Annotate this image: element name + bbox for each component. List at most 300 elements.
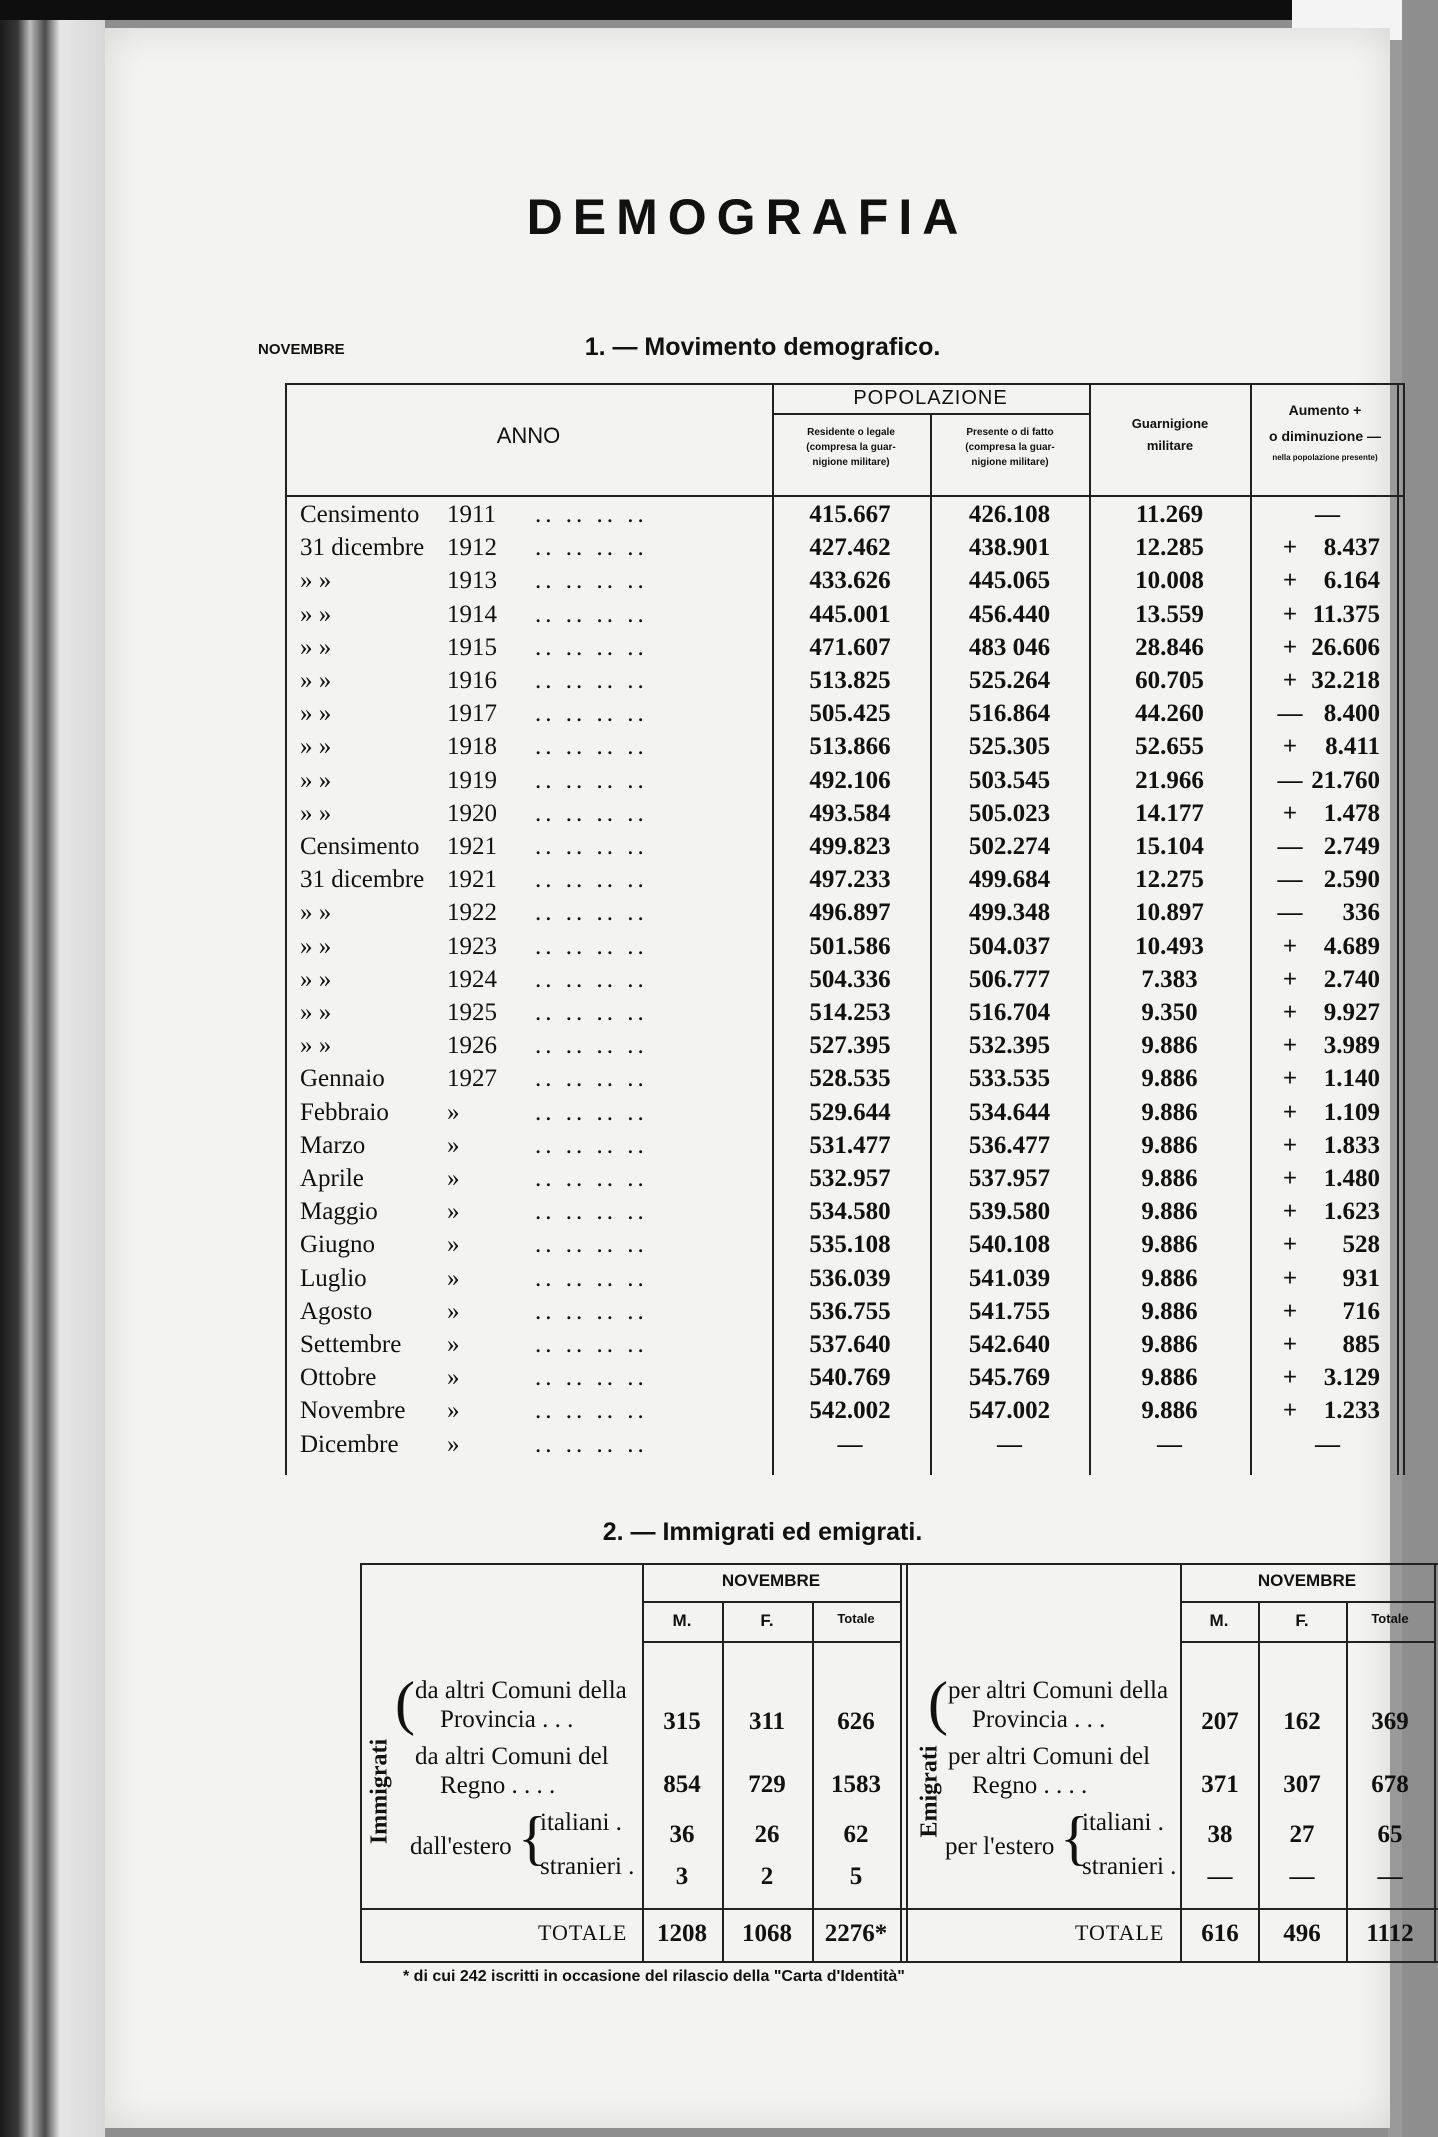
brace-icon: {	[1060, 1805, 1089, 1871]
emigrati-col-totale: Totale	[1371, 1611, 1409, 1626]
cell-year: »	[447, 1131, 460, 1159]
header-bottom-border	[285, 495, 1405, 497]
immigrati-value-m: 315	[663, 1708, 701, 1735]
table-row	[285, 664, 1405, 697]
header-residente-line3: nigione militare)	[812, 457, 890, 468]
cell-gua: 12.275	[1135, 866, 1204, 894]
table-row	[285, 764, 1405, 797]
immigrati-row1-line1: da altri Comuni della	[415, 1677, 627, 1704]
cell-dots: .. .. .. ..	[535, 1198, 648, 1226]
cell-gua: 10.493	[1135, 932, 1204, 960]
cell-sign: +	[1282, 965, 1298, 993]
cell-amt: 1.140	[1323, 1065, 1380, 1093]
immigrati-value-f: 311	[748, 1708, 786, 1735]
cell-res: 540.769	[809, 1364, 891, 1392]
immigrati-value-m: 3	[675, 1863, 689, 1890]
cell-dots: .. .. .. ..	[535, 1331, 648, 1358]
cell-res: 514.253	[809, 999, 891, 1026]
cell-label: » »	[300, 633, 332, 661]
page-title: DEMOGRAFIA	[526, 189, 969, 245]
emigrati-value-t: 678	[1371, 1771, 1409, 1798]
immigration-table	[360, 1563, 1438, 1963]
header-presente-line2: (compresa la guar-	[965, 442, 1055, 453]
cell-pre: 483 046	[968, 633, 1051, 661]
cell-sign: +	[1282, 1397, 1298, 1425]
cell-res: 504.336	[809, 965, 891, 993]
table-row	[285, 996, 1405, 1029]
cell-amt: 21.760	[1311, 766, 1380, 794]
cell-dots: .. .. .. ..	[535, 1430, 648, 1458]
immigrati-row2-line1: da altri Comuni del	[415, 1743, 609, 1770]
cell-year: 1919	[447, 766, 497, 794]
cell-res: 433.626	[809, 567, 891, 595]
emigrati-col-f: F.	[1295, 1611, 1309, 1630]
immigrati-value-f: 26	[754, 1821, 780, 1848]
cell-dots: .. .. .. ..	[535, 799, 648, 827]
emigrati-col-m: M.	[1209, 1611, 1229, 1630]
cell-gua: 9.886	[1141, 1231, 1198, 1259]
cell-pre: 541.755	[968, 1297, 1051, 1325]
cell-res: 501.586	[809, 932, 891, 960]
cell-label: Luglio	[300, 1264, 367, 1292]
cell-label: » »	[300, 700, 332, 728]
cell-sign: +	[1282, 1131, 1298, 1159]
cell-res: 536.755	[809, 1297, 891, 1325]
cell-res: —	[837, 1430, 863, 1458]
table-row	[285, 697, 1405, 730]
cell-pre: 503.545	[968, 766, 1051, 794]
emigrati-row2-line2: Regno . . . .	[972, 1772, 1088, 1799]
cell-res: 513.825	[809, 667, 891, 694]
emigrati-row2-line1: per altri Comuni del	[948, 1743, 1151, 1770]
cell-res: 536.039	[809, 1264, 891, 1292]
cell-dots: .. .. .. ..	[535, 1165, 648, 1192]
emigrati-value-f: 27	[1289, 1821, 1315, 1848]
cell-dots: .. .. .. ..	[535, 600, 648, 628]
cell-pre: 426.108	[968, 501, 1051, 528]
month-tag: NOVEMBRE	[258, 341, 345, 358]
cell-res: 535.108	[809, 1231, 891, 1259]
table-row	[285, 1228, 1405, 1261]
cell-pre: 499.348	[968, 899, 1051, 927]
cell-res: 493.584	[809, 799, 891, 827]
scan-top-border	[0, 0, 1402, 20]
cell-dots: .. .. .. ..	[535, 1264, 648, 1292]
cell-sign: +	[1282, 1231, 1298, 1259]
header-aumento	[1252, 397, 1398, 467]
cell-label: » »	[300, 600, 332, 628]
cell-gua: 11.269	[1135, 501, 1204, 528]
table-row	[285, 1428, 1405, 1461]
cell-pre: 445.065	[968, 567, 1051, 595]
table-row	[285, 1162, 1405, 1195]
cell-year: 1924	[447, 965, 497, 993]
emigrati-value-f: 307	[1283, 1771, 1321, 1798]
immigrati-value-t: 5	[849, 1863, 863, 1890]
cell-pre: 534.644	[968, 1098, 1051, 1126]
cell-amt: 1.109	[1323, 1098, 1380, 1126]
table-row	[285, 1129, 1405, 1162]
emigrati-month: NOVEMBRE	[1257, 1571, 1357, 1590]
cell-pre: 516.704	[968, 999, 1051, 1026]
immigrati-totale-t: 2276*	[824, 1920, 888, 1947]
emigrati-totale-m: 616	[1201, 1920, 1239, 1947]
cell-year: »	[447, 1297, 460, 1325]
emigrati-row1-line2: Provincia . . .	[972, 1706, 1106, 1733]
cell-pre: 541.039	[968, 1264, 1051, 1292]
cell-pre: 502.274	[968, 833, 1051, 860]
cell-sign: +	[1282, 1198, 1298, 1226]
cell-amt: 8.400	[1323, 700, 1380, 728]
header-presente-line3: nigione militare)	[971, 457, 1049, 468]
immigrati-month: NOVEMBRE	[721, 1571, 821, 1590]
cell-dots: .. .. .. ..	[535, 1397, 648, 1425]
cell-dots: .. .. .. ..	[535, 965, 648, 993]
cell-gua: 44.260	[1135, 700, 1204, 728]
cell-label: » »	[300, 999, 332, 1026]
cell-year: »	[447, 1165, 460, 1192]
header-subdivider	[772, 413, 1089, 415]
cell-pre: 438.901	[968, 534, 1051, 562]
cell-amt: 1.833	[1323, 1131, 1380, 1159]
cell-label: Aprile	[300, 1165, 364, 1192]
cell-amt: 3.989	[1323, 1032, 1380, 1060]
cell-gua: 9.886	[1141, 1131, 1198, 1159]
cell-dots: .. .. .. ..	[535, 1098, 648, 1126]
cell-label: Marzo	[300, 1131, 366, 1159]
cell-pre: 539.580	[968, 1198, 1051, 1226]
cell-res: 542.002	[809, 1397, 891, 1425]
cell-year: »	[447, 1098, 460, 1126]
table-border-top	[360, 1563, 1438, 1565]
cell-dots: .. .. .. ..	[535, 1297, 648, 1325]
cell-res: 499.823	[809, 833, 891, 860]
cell-year: 1922	[447, 899, 497, 927]
header-residente-line2: (compresa la guar-	[806, 442, 896, 453]
brace-icon: {	[518, 1805, 547, 1871]
cell-res: 528.535	[809, 1065, 891, 1093]
cell-sign: +	[1282, 1165, 1298, 1192]
table-row	[285, 564, 1405, 597]
cell-gua: 9.886	[1141, 1032, 1198, 1060]
cell-amt: 32.218	[1311, 667, 1380, 694]
header-anno: ANNO	[496, 423, 561, 448]
cell-dots: .. .. .. ..	[535, 766, 648, 794]
center-divider	[900, 1563, 902, 1963]
emigrati-value-t: 369	[1371, 1708, 1409, 1735]
table-row	[285, 1394, 1405, 1427]
cell-label: » »	[300, 667, 332, 694]
cell-res: 492.106	[809, 766, 891, 794]
cell-res: 532.957	[809, 1165, 891, 1192]
cell-label: » »	[300, 965, 332, 993]
emigrati-stranieri: stranieri .	[1082, 1853, 1177, 1880]
col-header-bottom	[642, 1641, 900, 1643]
immigrati-italiani: italiani .	[540, 1809, 622, 1836]
cell-dots: .. .. .. ..	[535, 501, 648, 528]
immigrati-totale-m: 1208	[657, 1920, 707, 1947]
cell-year: 1914	[447, 600, 497, 628]
cell-sign: +	[1282, 1264, 1298, 1292]
cell-year: 1920	[447, 799, 497, 827]
cell-amt: 8.437	[1323, 534, 1380, 562]
cell-pre: 525.305	[968, 733, 1051, 761]
cell-label: 31 dicembre	[300, 534, 425, 562]
cell-amt: 4.689	[1323, 932, 1380, 960]
immigrati-value-f: 729	[748, 1771, 786, 1798]
immigrati-vertical-label: Immigrati	[366, 1738, 393, 1845]
cell-amt: 2.740	[1323, 965, 1380, 993]
cell-year: 1921	[447, 833, 497, 860]
cell-dots: .. .. .. ..	[535, 567, 648, 595]
cell-sign: —	[1277, 766, 1303, 794]
cell-amt: 1.233	[1323, 1397, 1380, 1425]
immigrati-col-m: M.	[672, 1611, 692, 1630]
month-subdivider	[642, 1601, 900, 1603]
cell-sign: —	[1277, 833, 1303, 860]
emigrati-value-t: 65	[1377, 1821, 1403, 1848]
cell-label: Dicembre	[300, 1430, 399, 1458]
cell-res: 531.477	[809, 1131, 891, 1159]
emigrati-totale-f: 496	[1283, 1920, 1321, 1947]
month-subdivider	[1180, 1601, 1434, 1603]
table-row	[285, 1361, 1405, 1394]
cell-sign: +	[1282, 633, 1298, 661]
cell-pre: 499.684	[968, 866, 1051, 894]
emigrati-value-m: 38	[1207, 1821, 1233, 1848]
immigrati-col-f: F.	[760, 1611, 774, 1630]
table-row	[285, 631, 1405, 664]
cell-res: 513.866	[809, 733, 891, 761]
cell-res: 415.667	[809, 501, 891, 528]
cell-label: Agosto	[300, 1297, 373, 1325]
cell-pre: 516.864	[968, 700, 1051, 728]
cell-res: 529.644	[809, 1098, 891, 1126]
cell-label: Novembre	[300, 1397, 406, 1425]
table-row	[285, 1029, 1405, 1062]
cell-gua: 9.886	[1141, 1098, 1198, 1126]
cell-label: Censimento	[300, 501, 420, 528]
header-popolazione: POPOLAZIONE	[853, 387, 1008, 409]
cell-dash: —	[1315, 501, 1340, 528]
header-aumento-line3: nella popolazione presente)	[1272, 453, 1378, 462]
table-border-right	[1434, 1563, 1436, 1963]
section1-title: 1. — Movimento demografico.	[584, 333, 941, 361]
cell-gua: 9.886	[1141, 1331, 1198, 1358]
cell-dots: .. .. .. ..	[535, 733, 648, 761]
cell-dots: .. .. .. ..	[535, 1065, 648, 1093]
cell-label: Settembre	[300, 1331, 402, 1358]
table-row	[285, 830, 1405, 863]
emigrati-estero-label: per l'estero	[945, 1833, 1055, 1860]
cell-year: 1917	[447, 700, 497, 728]
cell-gua: 9.886	[1141, 1397, 1198, 1425]
immigrati-row1-line2: Provincia . . .	[440, 1706, 574, 1733]
table-row	[285, 1096, 1405, 1129]
header-aumento-line1: Aumento +	[1288, 402, 1362, 418]
cell-sign: +	[1282, 932, 1298, 960]
table-row	[285, 730, 1405, 763]
table-row	[285, 963, 1405, 996]
cell-sign: +	[1282, 1364, 1298, 1392]
cell-pre: 545.769	[968, 1364, 1051, 1392]
cell-dots: .. .. .. ..	[535, 1231, 648, 1259]
cell-label: » »	[300, 1032, 332, 1060]
cell-gua: 9.886	[1141, 1364, 1198, 1392]
emigrati-value-m: 207	[1201, 1708, 1239, 1735]
header-presente	[933, 425, 1087, 470]
header-residente-line1: Residente o legale	[807, 427, 895, 438]
cell-year: »	[447, 1231, 460, 1259]
cell-gua: 9.886	[1141, 1165, 1198, 1192]
immigrati-value-m: 854	[663, 1771, 701, 1798]
immigrati-value-f: 2	[760, 1863, 774, 1890]
cell-pre: 537.957	[968, 1165, 1051, 1192]
immigrati-value-m: 36	[669, 1821, 695, 1848]
cell-label: Febbraio	[300, 1098, 389, 1126]
cell-pre: 540.108	[968, 1231, 1051, 1259]
brace-icon: (	[928, 1670, 948, 1736]
document-page	[105, 28, 1414, 2128]
cell-pre: 505.023	[968, 799, 1051, 827]
immigrati-estero-label: dall'estero	[410, 1833, 512, 1860]
cell-year: 1921	[447, 866, 497, 894]
cell-sign: +	[1282, 534, 1298, 562]
cell-amt: 885	[1342, 1331, 1380, 1358]
demographic-movement-table	[285, 383, 1405, 1475]
cell-year: 1927	[447, 1065, 497, 1093]
cell-year: »	[447, 1264, 460, 1292]
scan-binding-edge	[0, 20, 105, 2137]
immigrati-value-t: 626	[837, 1708, 875, 1735]
table-row	[285, 863, 1405, 896]
cell-amt: 931	[1342, 1264, 1380, 1292]
cell-amt: 6.164	[1323, 567, 1380, 595]
cell-gua: —	[1157, 1430, 1182, 1458]
cell-amt: 336	[1342, 899, 1380, 927]
cell-pre: 532.395	[968, 1032, 1051, 1060]
cell-gua: 9.886	[1141, 1065, 1198, 1093]
col-header-bottom	[1180, 1641, 1434, 1643]
cell-dash: —	[1315, 1430, 1340, 1458]
cell-dots: .. .. .. ..	[535, 899, 648, 927]
header-aumento-line2: o diminuzione —	[1269, 428, 1381, 444]
cell-label: » »	[300, 932, 332, 960]
cell-label: » »	[300, 766, 332, 794]
emigrati-value-t: —	[1377, 1863, 1403, 1890]
cell-year: 1925	[447, 999, 497, 1026]
cell-label: » »	[300, 567, 332, 595]
cell-sign: +	[1282, 1297, 1298, 1325]
cell-dots: .. .. .. ..	[535, 1131, 648, 1159]
cell-pre: —	[997, 1430, 1022, 1458]
cell-amt: 3.129	[1323, 1364, 1380, 1392]
cell-amt: 8.411	[1325, 733, 1380, 761]
header-guarnigione-line2: militare	[1146, 438, 1194, 453]
table-row	[285, 930, 1405, 963]
cell-sign: +	[1282, 1065, 1298, 1093]
section2-title: 2. — Immigrati ed emigrati.	[602, 1518, 923, 1546]
cell-res: 427.462	[809, 534, 891, 562]
cell-res: 534.580	[809, 1198, 891, 1226]
cell-year: »	[447, 1331, 460, 1358]
cell-gua: 9.886	[1141, 1264, 1198, 1292]
cell-amt: 9.927	[1323, 999, 1380, 1026]
cell-dots: .. .. .. ..	[535, 633, 648, 661]
cell-sign: +	[1282, 999, 1298, 1026]
table-row	[285, 1328, 1405, 1361]
cell-sign: +	[1282, 567, 1298, 595]
cell-gua: 10.897	[1135, 899, 1204, 927]
cell-gua: 12.285	[1135, 534, 1204, 562]
cell-sign: +	[1282, 1331, 1298, 1358]
cell-amt: 1.478	[1323, 799, 1380, 827]
cell-sign: +	[1282, 1098, 1298, 1126]
brace-icon: (	[395, 1670, 415, 1736]
emigrati-vertical-label: Emigrati	[916, 1745, 943, 1838]
cell-year: 1923	[447, 932, 497, 960]
cell-pre: 547.002	[968, 1397, 1051, 1425]
cell-label: » »	[300, 899, 332, 927]
cell-res: 527.395	[809, 1032, 891, 1060]
table-row	[285, 531, 1405, 564]
cell-label: Censimento	[300, 833, 420, 860]
cell-amt: 528	[1342, 1231, 1380, 1259]
cell-pre: 533.535	[968, 1065, 1051, 1093]
cell-sign: —	[1277, 899, 1303, 927]
cell-gua: 7.383	[1141, 965, 1198, 993]
immigrati-stranieri: stranieri .	[540, 1853, 635, 1880]
emigrati-value-f: —	[1289, 1863, 1315, 1890]
cell-amt: 2.590	[1323, 866, 1380, 894]
emigrati-value-m: 371	[1201, 1771, 1239, 1798]
cell-year: »	[447, 1397, 460, 1425]
immigrati-row2-line2: Regno . . . .	[440, 1772, 556, 1799]
cell-dots: .. .. .. ..	[535, 999, 648, 1026]
table-row	[285, 1295, 1405, 1328]
totale-row-top	[360, 1908, 1438, 1910]
cell-label: Gennaio	[300, 1065, 385, 1093]
cell-year: 1916	[447, 667, 497, 694]
cell-sign: —	[1277, 866, 1303, 894]
table-border-bottom	[360, 1961, 1438, 1963]
cell-gua: 13.559	[1135, 600, 1204, 628]
cell-sign: +	[1282, 667, 1298, 694]
cell-sign: +	[1282, 600, 1298, 628]
table-row	[285, 797, 1405, 830]
cell-label: Ottobre	[300, 1364, 377, 1392]
cell-amt: 26.606	[1311, 633, 1380, 661]
footnote: * di cui 242 iscritti in occasione del rilascio della "Carta d'Identità"	[403, 1968, 905, 1985]
cell-res: 497.233	[809, 866, 891, 894]
emigrati-value-f: 162	[1283, 1708, 1321, 1735]
immigrati-col-totale: Totale	[837, 1611, 875, 1626]
cell-res: 445.001	[809, 600, 891, 628]
emigrati-italiani: italiani .	[1082, 1809, 1164, 1836]
header-guarnigione-line1: Guarnigione	[1131, 416, 1209, 431]
header-guarnigione	[1091, 413, 1249, 457]
cell-year: »	[447, 1430, 460, 1458]
emigrati-totale-label: TOTALE	[1075, 1920, 1165, 1945]
cell-res: 537.640	[809, 1331, 891, 1358]
cell-amt: 1.480	[1323, 1165, 1380, 1192]
cell-pre: 542.640	[968, 1331, 1051, 1358]
immigrati-value-t: 62	[843, 1821, 869, 1848]
cell-dots: .. .. .. ..	[535, 833, 648, 860]
cell-gua: 15.104	[1135, 833, 1204, 860]
header-residente	[775, 425, 927, 470]
immigrati-value-t: 1583	[831, 1771, 881, 1798]
